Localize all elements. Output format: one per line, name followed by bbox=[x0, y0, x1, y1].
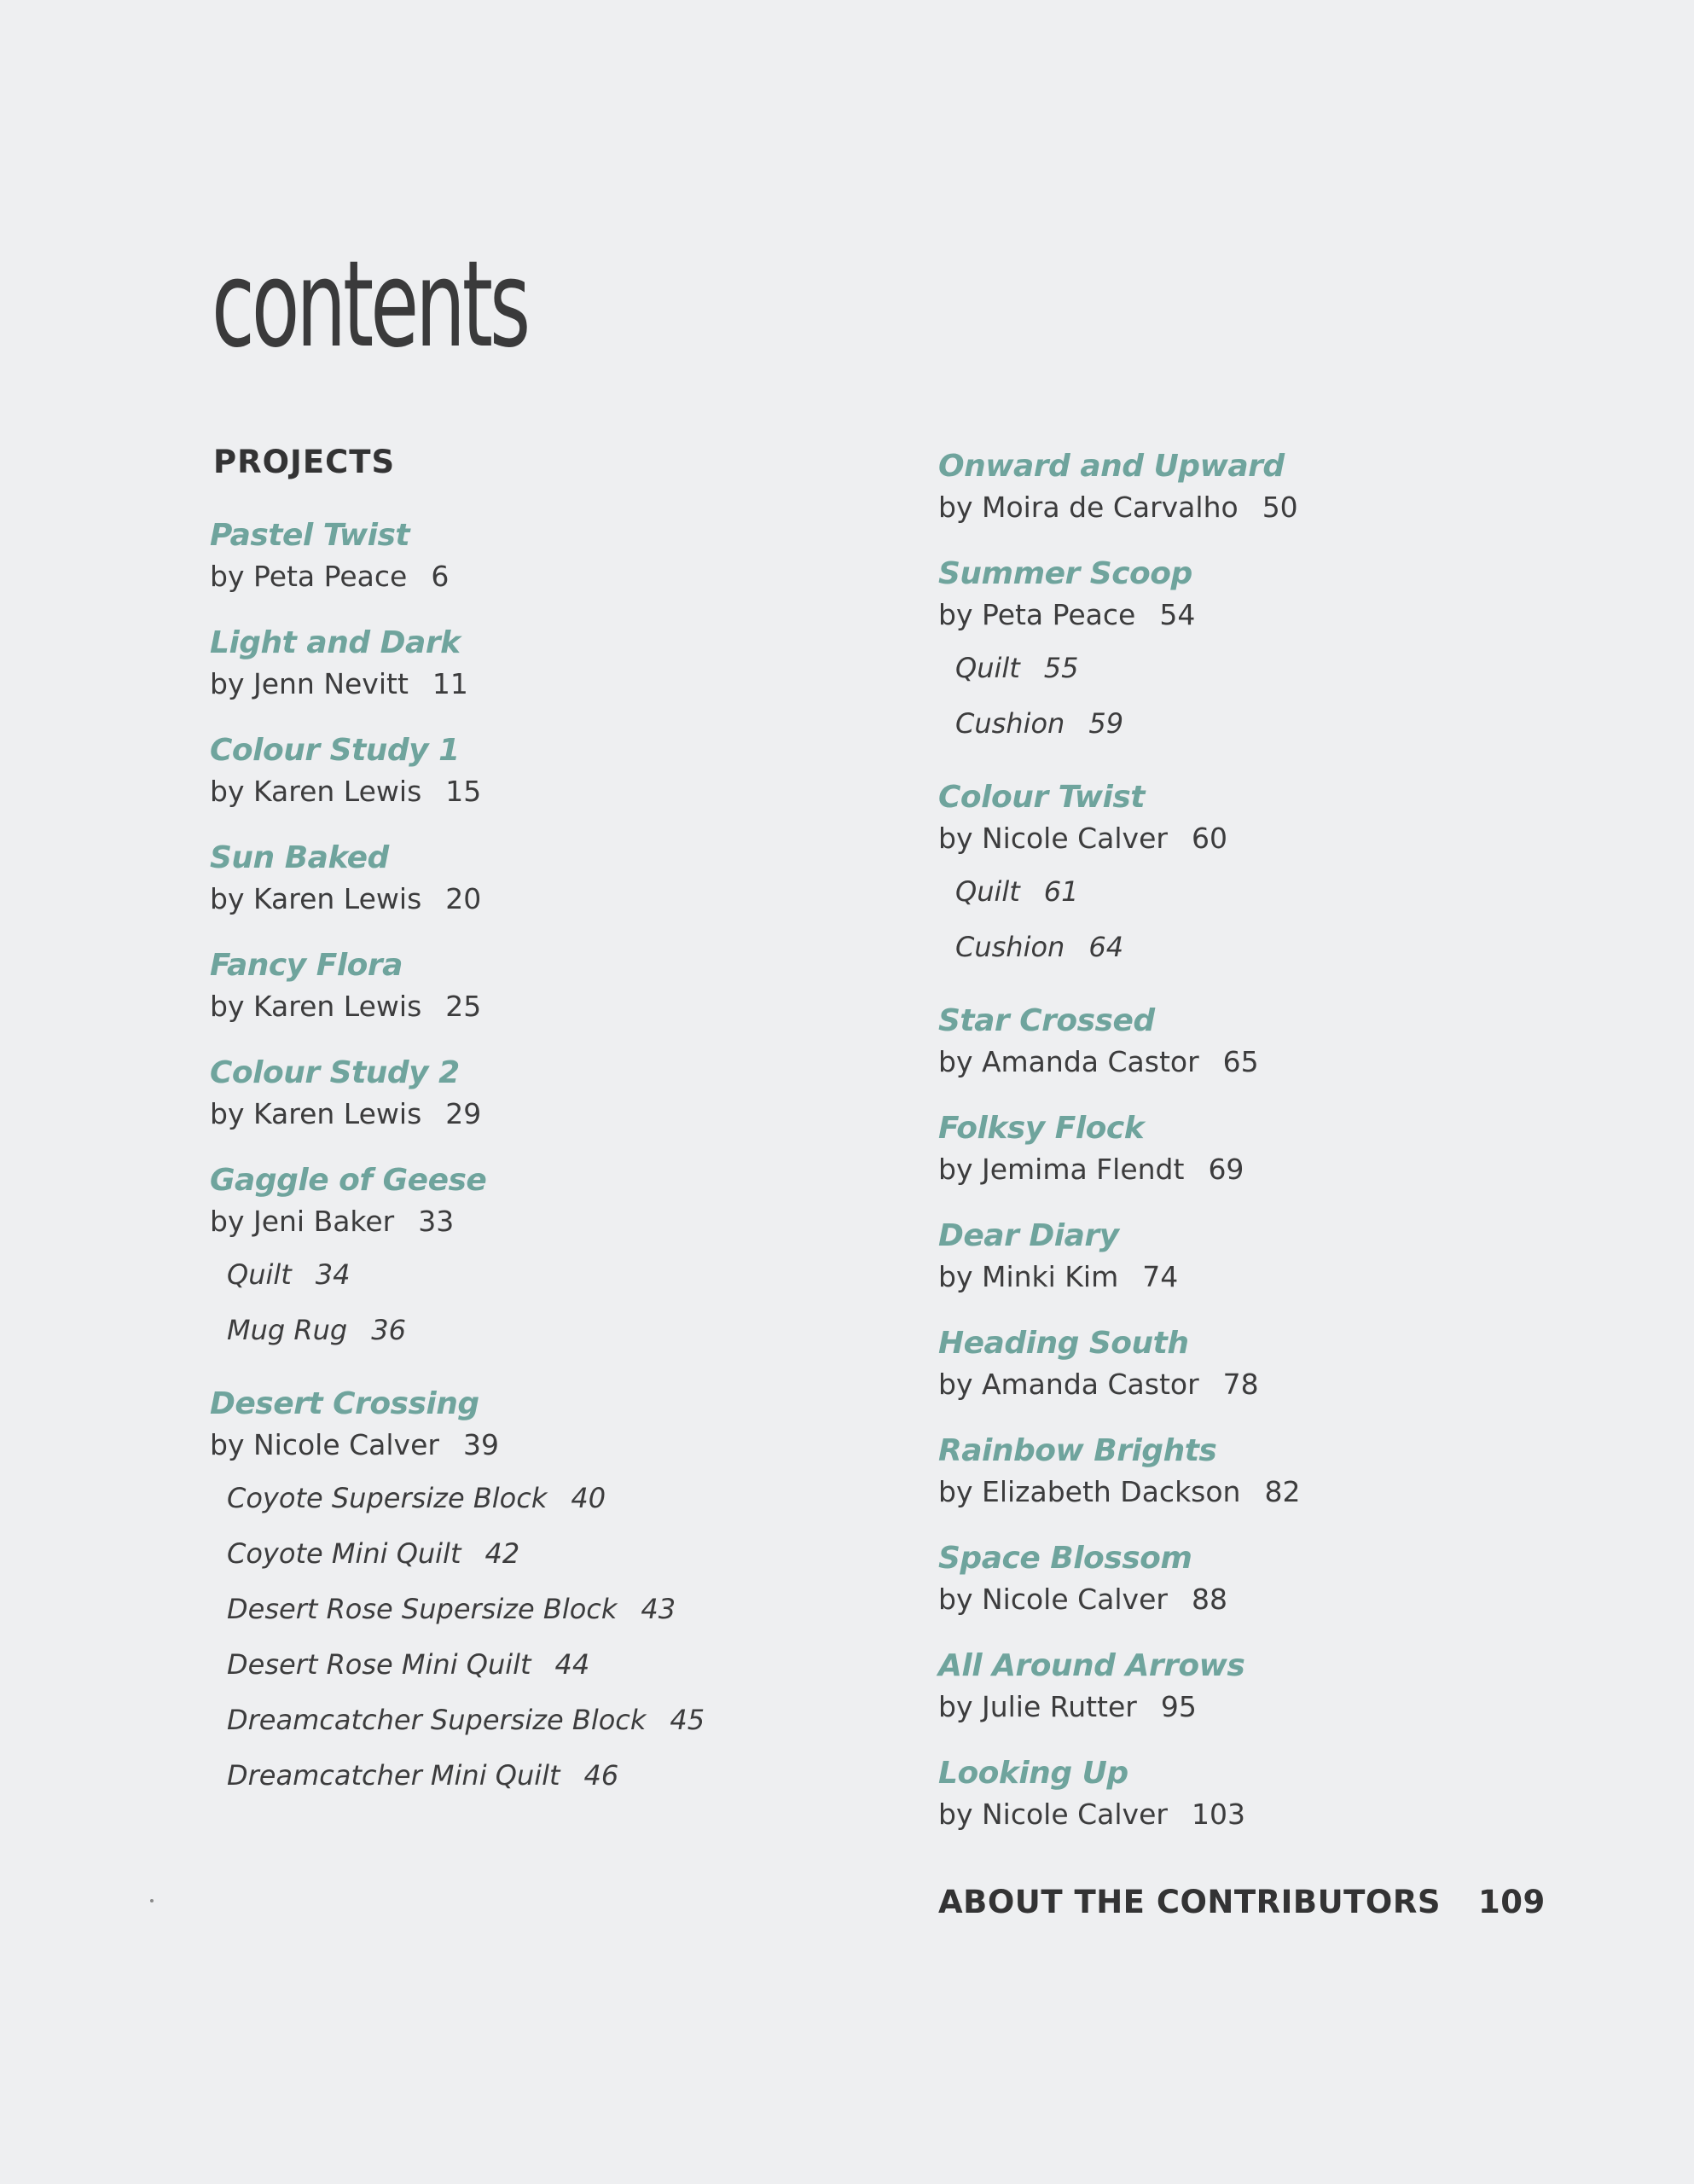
sub-entry-list bbox=[210, 1247, 875, 1358]
sub-entry-label: Dreamcatcher Supersize Block bbox=[227, 1704, 647, 1736]
author-credit: by Nicole Calver bbox=[938, 1583, 1168, 1616]
sub-entry-list bbox=[210, 1471, 875, 1804]
toc-entry[interactable] bbox=[210, 1160, 875, 1358]
page-title: contents bbox=[212, 235, 528, 375]
sub-entry-page: 45 bbox=[670, 1704, 705, 1736]
author-credit: by Nicole Calver bbox=[210, 1428, 439, 1461]
project-byline bbox=[938, 487, 1604, 528]
sub-entry[interactable] bbox=[210, 1303, 875, 1358]
sub-entry-label: Coyote Supersize Block bbox=[227, 1482, 548, 1514]
toc-entry[interactable] bbox=[938, 1001, 1604, 1083]
sub-entry[interactable] bbox=[210, 1526, 875, 1582]
page-number: 88 bbox=[1191, 1583, 1227, 1616]
author-credit: by Peta Peace bbox=[938, 598, 1136, 631]
project-byline bbox=[938, 595, 1604, 636]
page-number: 69 bbox=[1208, 1153, 1244, 1186]
project-title: Colour Study 1 bbox=[210, 733, 460, 768]
project-byline bbox=[938, 1149, 1604, 1190]
author-credit: by Karen Lewis bbox=[210, 990, 422, 1023]
project-byline bbox=[210, 986, 875, 1027]
toc-entry[interactable] bbox=[938, 1538, 1604, 1620]
sub-entry[interactable] bbox=[210, 1693, 875, 1748]
sub-entry-page: 55 bbox=[1043, 652, 1079, 684]
page-number: 20 bbox=[445, 882, 482, 915]
project-title: Summer Scoop bbox=[938, 556, 1192, 591]
page-number: 60 bbox=[1191, 822, 1227, 855]
about-contributors-page: 109 bbox=[1477, 1884, 1546, 1920]
project-byline bbox=[938, 1364, 1604, 1405]
project-byline bbox=[938, 1794, 1604, 1835]
sub-entry[interactable] bbox=[938, 920, 1604, 975]
toc-entry[interactable] bbox=[210, 515, 875, 597]
project-byline bbox=[210, 1094, 875, 1135]
project-title: Looking Up bbox=[938, 1756, 1128, 1791]
sub-entry[interactable] bbox=[938, 696, 1604, 752]
right-entry-list bbox=[938, 446, 1604, 1861]
page-number: 25 bbox=[445, 990, 482, 1023]
toc-entry[interactable] bbox=[938, 554, 1604, 752]
project-byline bbox=[210, 879, 875, 920]
sub-entry-label: Quilt bbox=[955, 652, 1020, 684]
page-number: 6 bbox=[431, 560, 450, 593]
page-number: 15 bbox=[445, 775, 482, 808]
sub-entry-page: 44 bbox=[554, 1648, 590, 1681]
sub-entry-label: Quilt bbox=[227, 1258, 292, 1291]
page-number: 95 bbox=[1160, 1690, 1197, 1723]
author-credit: by Amanda Castor bbox=[938, 1045, 1199, 1078]
page-number: 11 bbox=[432, 667, 468, 700]
left-entry-list bbox=[210, 515, 875, 1829]
project-title: Onward and Upward bbox=[938, 449, 1285, 484]
toc-entry[interactable] bbox=[938, 1323, 1604, 1405]
page-number: 54 bbox=[1159, 598, 1196, 631]
page-number: 103 bbox=[1191, 1798, 1245, 1831]
sub-entry[interactable] bbox=[210, 1471, 875, 1526]
author-credit: by Jenn Nevitt bbox=[210, 667, 409, 700]
page-number: 65 bbox=[1222, 1045, 1259, 1078]
about-contributors-entry[interactable] bbox=[938, 1884, 1546, 1920]
project-byline bbox=[938, 1687, 1604, 1728]
author-credit: by Peta Peace bbox=[210, 560, 408, 593]
project-byline bbox=[210, 1425, 875, 1466]
toc-entry[interactable] bbox=[210, 623, 875, 705]
toc-entry[interactable] bbox=[938, 1216, 1604, 1298]
sub-entry[interactable] bbox=[210, 1582, 875, 1637]
project-byline bbox=[210, 771, 875, 812]
author-credit: by Moira de Carvalho bbox=[938, 491, 1239, 524]
author-credit: by Jemima Flendt bbox=[938, 1153, 1185, 1186]
project-title: Rainbow Brights bbox=[938, 1433, 1217, 1468]
author-credit: by Karen Lewis bbox=[210, 1097, 422, 1130]
page-number: 33 bbox=[418, 1205, 455, 1238]
sub-entry-label: Desert Rose Supersize Block bbox=[227, 1593, 618, 1625]
sub-entry-list bbox=[938, 641, 1604, 752]
project-title: Heading South bbox=[938, 1326, 1189, 1361]
sub-entry[interactable] bbox=[210, 1748, 875, 1804]
sub-entry-page: 64 bbox=[1088, 931, 1124, 963]
project-byline bbox=[938, 1579, 1604, 1620]
page-number: 39 bbox=[462, 1428, 499, 1461]
project-byline bbox=[938, 818, 1604, 859]
project-byline bbox=[210, 1201, 875, 1242]
toc-entry[interactable] bbox=[938, 1646, 1604, 1728]
project-byline bbox=[938, 1257, 1604, 1298]
page-number: 74 bbox=[1142, 1260, 1179, 1293]
project-title: Star Crossed bbox=[938, 1003, 1155, 1038]
project-byline bbox=[938, 1472, 1604, 1513]
toc-entry[interactable] bbox=[210, 838, 875, 920]
author-credit: by Minki Kim bbox=[938, 1260, 1119, 1293]
project-title: Colour Study 2 bbox=[210, 1055, 460, 1090]
sub-entry-page: 42 bbox=[484, 1537, 520, 1570]
project-title: All Around Arrows bbox=[938, 1648, 1245, 1683]
sub-entry-page: 59 bbox=[1088, 707, 1124, 740]
project-byline bbox=[210, 556, 875, 597]
toc-entry[interactable] bbox=[210, 1053, 875, 1135]
sub-entry-label: Mug Rug bbox=[227, 1314, 348, 1346]
sub-entry[interactable] bbox=[938, 641, 1604, 696]
sub-entry-page: 46 bbox=[583, 1759, 619, 1792]
project-title: Pastel Twist bbox=[210, 518, 410, 553]
sub-entry-label: Dreamcatcher Mini Quilt bbox=[227, 1759, 560, 1792]
author-credit: by Karen Lewis bbox=[210, 775, 422, 808]
author-credit: by Nicole Calver bbox=[938, 822, 1168, 855]
project-title: Light and Dark bbox=[210, 625, 461, 660]
sub-entry-label: Cushion bbox=[955, 931, 1065, 963]
sub-entry-page: 61 bbox=[1043, 875, 1079, 908]
page-number: 29 bbox=[445, 1097, 482, 1130]
sub-entry-page: 34 bbox=[315, 1258, 351, 1291]
toc-entry[interactable] bbox=[938, 446, 1604, 528]
page-number: 50 bbox=[1262, 491, 1298, 524]
project-byline bbox=[938, 1042, 1604, 1083]
sub-entry-label: Coyote Mini Quilt bbox=[227, 1537, 461, 1570]
author-credit: by Jeni Baker bbox=[210, 1205, 395, 1238]
toc-entry[interactable] bbox=[938, 1108, 1604, 1190]
author-credit: by Elizabeth Dackson bbox=[938, 1475, 1241, 1508]
author-credit: by Amanda Castor bbox=[938, 1368, 1199, 1401]
sub-entry[interactable] bbox=[938, 864, 1604, 920]
project-title: Space Blossom bbox=[938, 1541, 1192, 1576]
project-title: Desert Crossing bbox=[210, 1386, 479, 1421]
toc-entry[interactable] bbox=[938, 777, 1604, 975]
project-title: Colour Twist bbox=[938, 780, 1145, 815]
project-title: Dear Diary bbox=[938, 1218, 1119, 1253]
project-title: Gaggle of Geese bbox=[210, 1163, 487, 1198]
project-title: Fancy Flora bbox=[210, 948, 403, 983]
toc-entry[interactable] bbox=[210, 945, 875, 1027]
sub-entry-page: 43 bbox=[641, 1593, 676, 1625]
sub-entry-list bbox=[938, 864, 1604, 975]
toc-entry[interactable] bbox=[938, 1753, 1604, 1835]
toc-entry[interactable] bbox=[938, 1431, 1604, 1513]
about-contributors-label: ABOUT THE CONTRIBUTORS bbox=[938, 1884, 1441, 1920]
sub-entry-label: Desert Rose Mini Quilt bbox=[227, 1648, 531, 1681]
author-credit: by Julie Rutter bbox=[938, 1690, 1137, 1723]
projects-heading: PROJECTS bbox=[213, 444, 396, 480]
project-title: Sun Baked bbox=[210, 840, 389, 875]
page-number: 82 bbox=[1264, 1475, 1301, 1508]
sub-entry-label: Cushion bbox=[955, 707, 1065, 740]
author-credit: by Nicole Calver bbox=[938, 1798, 1168, 1831]
paper-speck bbox=[150, 1899, 154, 1902]
sub-entry-label: Quilt bbox=[955, 875, 1020, 908]
page-number: 78 bbox=[1222, 1368, 1259, 1401]
sub-entry-page: 40 bbox=[571, 1482, 606, 1514]
sub-entry-page: 36 bbox=[371, 1314, 406, 1346]
author-credit: by Karen Lewis bbox=[210, 882, 422, 915]
project-title: Folksy Flock bbox=[938, 1111, 1145, 1146]
sub-entry[interactable] bbox=[210, 1247, 875, 1303]
sub-entry[interactable] bbox=[210, 1637, 875, 1693]
toc-entry[interactable] bbox=[210, 730, 875, 812]
project-byline bbox=[210, 664, 875, 705]
toc-entry[interactable] bbox=[210, 1384, 875, 1804]
